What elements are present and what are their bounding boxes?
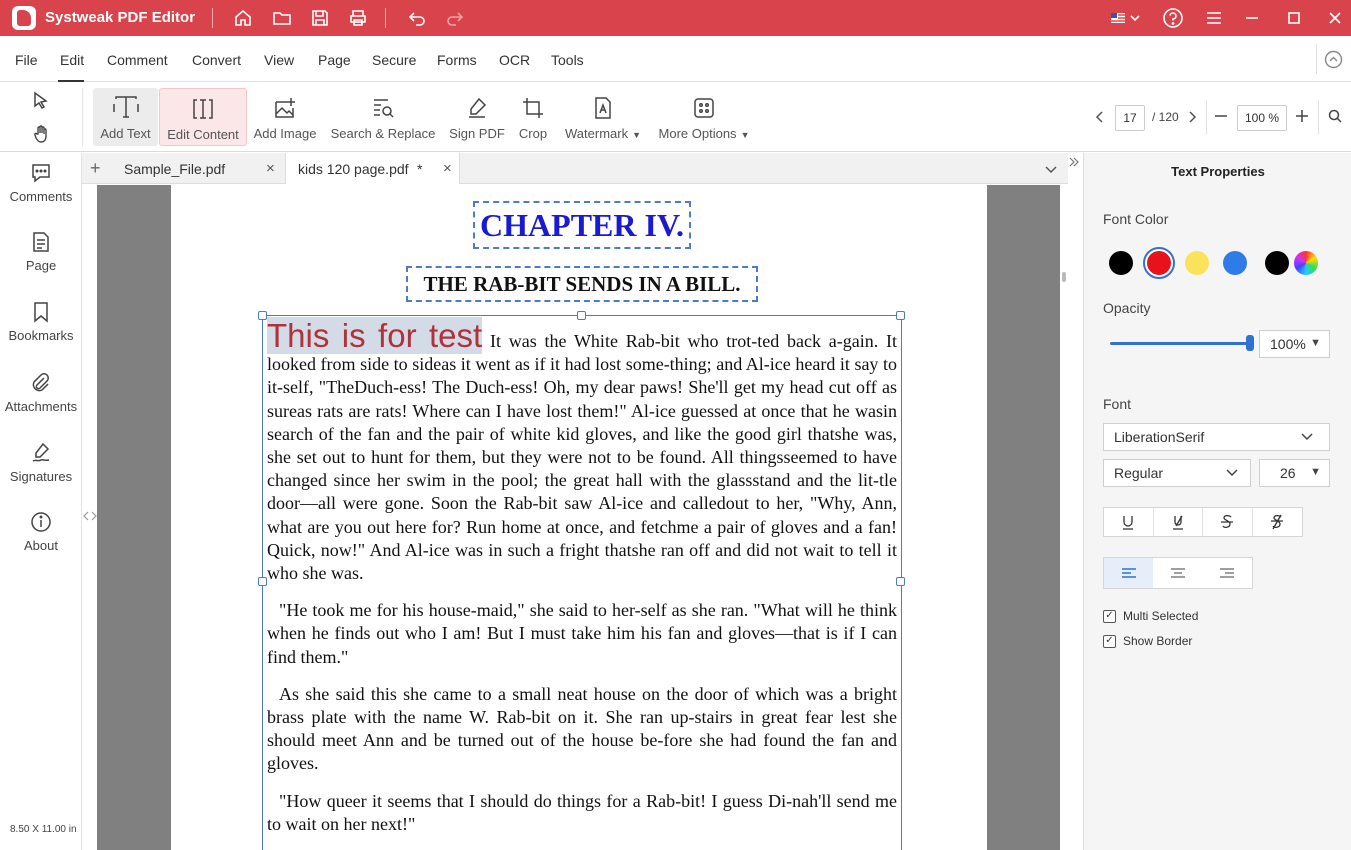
align-center-icon [1170, 567, 1186, 579]
double-strikethrough-button[interactable] [1253, 508, 1303, 536]
menu-secure[interactable]: Secure [372, 52, 417, 68]
font-size-select[interactable] [1259, 459, 1330, 487]
language-flag-icon[interactable] [1110, 6, 1144, 30]
font-label: Font [1103, 396, 1132, 412]
sidebar-label: Comments [9, 189, 73, 204]
italic-underline-icon [1170, 514, 1186, 530]
italic-underline-button[interactable] [1154, 508, 1204, 536]
sidebar-resize-handle-icon[interactable] [83, 509, 97, 527]
divider [1206, 100, 1207, 134]
crop-button[interactable] [513, 88, 553, 146]
multi-selected-checkbox[interactable] [1103, 609, 1198, 623]
checkmark-icon: ✓ [1103, 635, 1116, 648]
tab-sample-file[interactable] [112, 153, 284, 184]
alignment-group [1103, 557, 1253, 589]
multi-selected-label: Multi Selected [1123, 609, 1199, 623]
sidebar-item-page[interactable] [0, 230, 82, 273]
open-folder-icon[interactable] [270, 6, 294, 30]
align-left-icon [1121, 567, 1137, 579]
next-page-icon[interactable] [1186, 110, 1198, 129]
select-pointer-icon[interactable] [31, 90, 51, 115]
collapse-ribbon-icon[interactable] [1324, 50, 1343, 74]
edit-content-icon [191, 97, 215, 121]
menu-file[interactable]: File [15, 52, 38, 68]
unsaved-indicator: * [417, 160, 423, 177]
app-title: Systweak PDF Editor [45, 9, 196, 26]
print-icon[interactable] [346, 6, 370, 30]
body-textbox[interactable] [262, 315, 902, 850]
watermark-label: Watermark [565, 126, 629, 141]
sidebar-item-attachments[interactable] [0, 371, 82, 414]
zoom-in-icon[interactable] [1295, 109, 1309, 128]
more-options-icon [692, 96, 716, 120]
add-text-label: Add Text [100, 126, 151, 141]
total-pages: / 120 [1152, 110, 1179, 124]
paragraph: "He took me for his house-maid," she said to her-self as she ran. "What will he think when he finds out who I am! But I must take him his fan and gloves—that is if I can find them." [267, 600, 897, 667]
opacity-value: 100% [1270, 336, 1306, 352]
strikethrough-button[interactable] [1203, 508, 1253, 536]
paragraph: It was the White Rab-bit who trot-ted back a-gain. It looked from side to sideas it went as if it had lost some-thing; and Al-ice heard it say to it-self, "TheDuch-ess! The Duch-ess! Oh, my dear paws! She'll get my head cut off as sureas rats are rats! Where can I have lost them!" Al-ice guessed at once that he wasin search of the fan and the pair of white kid gloves, and like the good girl thatshe was, she set out to hunt for them, but they were not to be found. All thingsseemed to have changed since her swim in the pool; the great hall with the glassstand and the lit-tle door—all were gone. Soon the Rab-bit saw Al-ice and calledout to her, "Why, Ann, what are you out here for? Run home at once, and fetchme a pair of gloves and a fan! Quick, now!" And Al-ice was in such a fright thatshe ran off and did not wait to tell it who she was. [267, 331, 897, 584]
hand-tool-icon[interactable] [32, 124, 52, 149]
highlighted-text[interactable]: This is for test [267, 317, 483, 354]
menu-page[interactable]: Page [318, 52, 351, 68]
caret-down-icon: ▼ [1310, 466, 1321, 478]
close-window-icon[interactable] [1323, 6, 1347, 30]
crop-label: Crop [518, 126, 548, 141]
checkmark-icon: ✓ [1103, 610, 1116, 623]
search-replace-label: Search & Replace [330, 126, 436, 141]
add-image-button[interactable] [251, 88, 319, 146]
opacity-slider[interactable] [1110, 342, 1250, 345]
menu-comment[interactable]: Comment [107, 52, 168, 68]
sidebar-label: Signatures [9, 469, 73, 484]
search-replace-button[interactable] [330, 88, 436, 146]
caret-down-icon: ▼ [632, 130, 641, 140]
divider [212, 8, 213, 28]
paragraph: As she said this she came to a small neat house on the door of which was a bright brass plate with the name W. Rab-bit on it. She ran up-stairs in great fear lest she should meet Ann and be turned out of the house be-fore she had found the fan and gloves. [267, 683, 897, 774]
align-center-button[interactable] [1153, 558, 1202, 588]
watermark-icon [591, 96, 615, 120]
sidebar-item-about[interactable] [0, 510, 82, 553]
panel-title: Text Properties [1171, 164, 1265, 179]
sidebar-label: About [24, 538, 58, 553]
underline-button[interactable] [1104, 508, 1154, 536]
search-icon[interactable] [1328, 109, 1342, 128]
resize-handle[interactable] [577, 311, 586, 320]
show-border-checkbox[interactable] [1103, 634, 1192, 648]
previous-page-icon[interactable] [1094, 110, 1106, 129]
font-family-value: LiberationSerif [1114, 429, 1205, 445]
current-page-input[interactable]: 17 [1115, 105, 1145, 131]
caret-down-icon: ▼ [740, 130, 750, 140]
zoom-input[interactable]: 100 % [1237, 105, 1287, 131]
opacity-slider-thumb[interactable] [1246, 335, 1254, 351]
comments-icon [29, 161, 53, 185]
home-icon[interactable] [231, 6, 255, 30]
show-border-label: Show Border [1123, 634, 1193, 648]
chevron-down-icon [1226, 469, 1238, 477]
align-right-icon [1219, 567, 1235, 579]
tab-kids-120-page[interactable] [285, 153, 460, 184]
app-logo-icon [12, 6, 36, 30]
signature-icon [29, 441, 53, 465]
double-strikethrough-icon [1269, 514, 1285, 530]
more-options-label: More Options [658, 126, 737, 141]
underline-icon [1120, 514, 1136, 530]
resize-handle[interactable] [258, 311, 267, 320]
vertical-scrollbar[interactable] [1062, 272, 1066, 282]
help-icon[interactable] [1161, 6, 1185, 30]
close-tab-icon[interactable]: × [266, 160, 275, 177]
color-swatch-red-selected[interactable] [1143, 247, 1175, 279]
sidebar-label: Page [25, 258, 57, 273]
chevron-down-icon [1301, 433, 1313, 441]
new-tab-plus-icon[interactable]: + [90, 158, 101, 178]
info-icon [29, 510, 53, 534]
add-text-button[interactable] [93, 88, 158, 146]
font-family-select[interactable] [1103, 423, 1330, 451]
strikethrough-icon [1219, 514, 1235, 530]
subtitle-textbox[interactable]: THE RAB-BIT SENDS IN A BILL. [406, 266, 758, 302]
divider [1318, 100, 1319, 134]
crop-icon [521, 96, 545, 120]
tab-label: Sample_File.pdf [124, 160, 226, 177]
chapter-title-textbox[interactable]: CHAPTER IV. [473, 201, 691, 249]
color-swatch-blue[interactable] [1223, 251, 1247, 275]
sidebar-label: Attachments [4, 399, 78, 414]
text-format-group [1103, 507, 1303, 537]
menu-forms[interactable]: Forms [437, 52, 477, 68]
menu-edit[interactable]: Edit [60, 52, 85, 68]
tab-label: kids 120 page.pdf [298, 160, 409, 177]
custom-color-picker-icon[interactable] [1294, 251, 1318, 275]
color-swatch-black-2[interactable] [1265, 251, 1289, 275]
align-left-button[interactable] [1104, 558, 1153, 588]
document-viewer[interactable] [97, 185, 1060, 850]
sidebar-label: Bookmarks [8, 328, 74, 343]
title-bar [0, 0, 1351, 36]
hamburger-menu-icon[interactable] [1202, 6, 1226, 30]
menu-convert[interactable]: Convert [192, 52, 242, 68]
search-replace-icon [371, 96, 395, 120]
page-size-label: 8.50 X 11.00 in [10, 824, 77, 835]
menu-ocr[interactable]: OCR [499, 52, 531, 68]
pdf-page [171, 185, 987, 850]
document-tabs [82, 153, 1068, 184]
font-style-select[interactable] [1103, 459, 1251, 487]
divider [82, 88, 83, 146]
font-color-label: Font Color [1103, 211, 1169, 227]
font-size-value: 26 [1280, 465, 1296, 481]
add-text-icon [113, 96, 139, 120]
undo-icon[interactable] [405, 6, 429, 30]
text-properties-panel [1083, 153, 1351, 850]
divider [1316, 44, 1317, 74]
redo-icon[interactable] [443, 6, 467, 30]
caret-down-icon: ▼ [1310, 337, 1321, 349]
edit-content-button[interactable] [159, 88, 247, 146]
menu-tools[interactable]: Tools [551, 52, 584, 68]
minimize-icon[interactable] [1240, 6, 1264, 30]
resize-handle[interactable] [258, 577, 267, 586]
resize-handle[interactable] [896, 577, 905, 586]
page-icon [29, 230, 53, 254]
toolbar [0, 82, 1351, 152]
collapse-panel-icon[interactable] [1068, 155, 1080, 173]
paragraph: "How queer it seems that I should do things for a Rab-bit! I guess Di-nah'll send me to wait on her next!" [267, 790, 897, 834]
tabs-dropdown-icon[interactable] [1044, 162, 1058, 180]
bookmark-icon [29, 300, 53, 324]
left-sidebar [0, 153, 82, 850]
menu-view[interactable]: View [264, 52, 295, 68]
watermark-button[interactable] [561, 88, 645, 146]
divider [385, 8, 386, 28]
align-right-button[interactable] [1203, 558, 1252, 588]
resize-handle[interactable] [896, 311, 905, 320]
sign-pdf-icon [465, 96, 489, 120]
save-icon[interactable] [308, 6, 332, 30]
maximize-icon[interactable] [1282, 6, 1306, 30]
add-image-icon [273, 96, 297, 120]
sign-pdf-button[interactable] [447, 88, 507, 146]
add-image-label: Add Image [253, 126, 317, 141]
opacity-label: Opacity [1103, 300, 1151, 316]
sign-pdf-label: Sign PDF [449, 126, 505, 141]
menu-bar [0, 36, 1351, 82]
attachment-icon [29, 371, 53, 395]
sidebar-item-bookmarks[interactable] [0, 300, 82, 343]
sidebar-item-signatures[interactable] [0, 441, 82, 484]
opacity-select[interactable] [1259, 330, 1330, 358]
edit-content-label: Edit Content [167, 127, 239, 142]
more-options-button[interactable] [654, 88, 754, 146]
body-text[interactable] [267, 317, 897, 836]
color-swatch-black[interactable] [1109, 251, 1133, 275]
font-style-value: Regular [1114, 465, 1164, 481]
sidebar-item-comments[interactable] [0, 161, 82, 204]
close-tab-icon[interactable]: × [443, 160, 452, 177]
color-swatch-yellow[interactable] [1185, 251, 1209, 275]
zoom-out-icon[interactable] [1214, 109, 1228, 128]
